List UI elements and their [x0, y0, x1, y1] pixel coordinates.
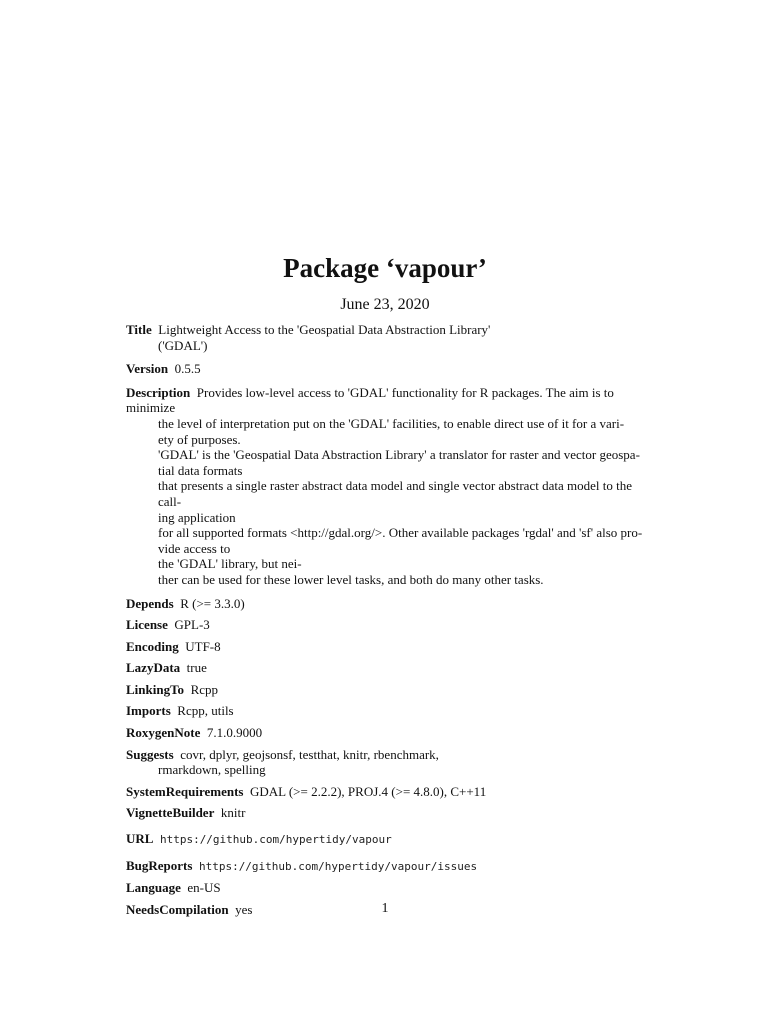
field-value: Provides low-level access to 'GDAL' functionality for R packages. The aim is to minimize [126, 384, 614, 416]
field-value: Rcpp, utils [177, 703, 234, 719]
url-link[interactable]: https://github.com/hypertidy/vapour [159, 833, 392, 847]
page-date: June 23, 2020 [340, 296, 430, 313]
description-line: ing application [158, 509, 236, 525]
field-version [126, 361, 646, 377]
description-line: vide access to [158, 540, 231, 556]
field-key: Suggests [126, 746, 174, 762]
field-key: Imports [126, 703, 171, 719]
field-linkingto [126, 682, 646, 698]
page-number: 1 [381, 901, 389, 916]
field-imports [126, 703, 646, 719]
description-line: 'GDAL' is the 'Geospatial Data Abstraction Library' a translator for raster and vector geospa- [158, 447, 640, 463]
field-value: 7.1.0.9000 [206, 725, 263, 741]
field-bugreports [126, 858, 646, 875]
field-key: Version [126, 361, 169, 377]
field-key: LazyData [126, 660, 181, 676]
field-value: covr, dplyr, geojsonsf, testthat, knitr, rbenchmark, [180, 746, 439, 762]
field-key: URL [126, 831, 154, 847]
field-value: UTF-8 [185, 638, 221, 654]
field-vignettebuilder [126, 805, 646, 821]
field-key: Description [126, 384, 191, 400]
field-key: Title [126, 322, 152, 337]
field-encoding [126, 639, 646, 655]
description-line: for all supported formats <http://gdal.org/>. Other available packages 'rgdal' and 'sf' also pro- [158, 525, 643, 541]
field-value: yes [235, 901, 253, 917]
field-value: GPL-3 [174, 617, 210, 633]
package-fields [126, 322, 646, 917]
field-key: BugReports [126, 857, 193, 873]
field-suggests [126, 747, 646, 778]
field-value: R (>= 3.3.0) [180, 595, 245, 611]
field-key: Encoding [126, 638, 179, 654]
description-line: that presents a single raster abstract data model and single vector abstract data model to the call- [158, 478, 632, 509]
field-value: en-US [187, 880, 221, 896]
field-value: GDAL (>= 2.2.2), PROJ.4 (>= 4.8.0), C++11 [249, 783, 487, 799]
bugreports-link[interactable]: https://github.com/hypertidy/vapour/issues [198, 859, 478, 873]
field-lazydata [126, 660, 646, 676]
field-license [126, 617, 646, 633]
description-line: tial data formats [158, 462, 243, 478]
field-key: NeedsCompilation [126, 901, 229, 917]
field-value-continued: rmarkdown, spelling [158, 762, 266, 778]
field-title [126, 322, 646, 353]
field-key: License [126, 617, 168, 633]
field-depends [126, 596, 646, 612]
field-key: LinkingTo [126, 681, 185, 697]
description-line: ety of purposes. [158, 431, 241, 447]
description-line: the 'GDAL' library, but nei- [158, 556, 302, 572]
field-value: 0.5.5 [174, 361, 201, 377]
field-key: SystemRequirements [126, 783, 244, 799]
field-value: knitr [220, 805, 246, 821]
field-key: Language [126, 880, 181, 896]
field-roxygennote [126, 725, 646, 741]
page-title: Package ‘vapour’ [283, 253, 487, 283]
field-key: VignetteBuilder [126, 805, 215, 821]
field-value: Lightweight Access to the 'Geospatial Data Abstraction Library' [158, 322, 491, 337]
field-language [126, 880, 646, 896]
field-value-continued: ('GDAL') [158, 337, 208, 353]
field-description [126, 385, 646, 588]
field-url [126, 831, 646, 848]
field-key: RoxygenNote [126, 725, 201, 741]
field-value: true [186, 660, 207, 676]
description-line: the level of interpretation put on the 'GDAL' facilities, to enable direct use of it for a vari- [158, 415, 625, 431]
field-key: Depends [126, 595, 174, 611]
field-value: Rcpp [190, 681, 219, 697]
description-line: ther can be used for these lower level tasks, and both do many other tasks. [158, 571, 544, 587]
field-systemrequirements [126, 784, 646, 800]
